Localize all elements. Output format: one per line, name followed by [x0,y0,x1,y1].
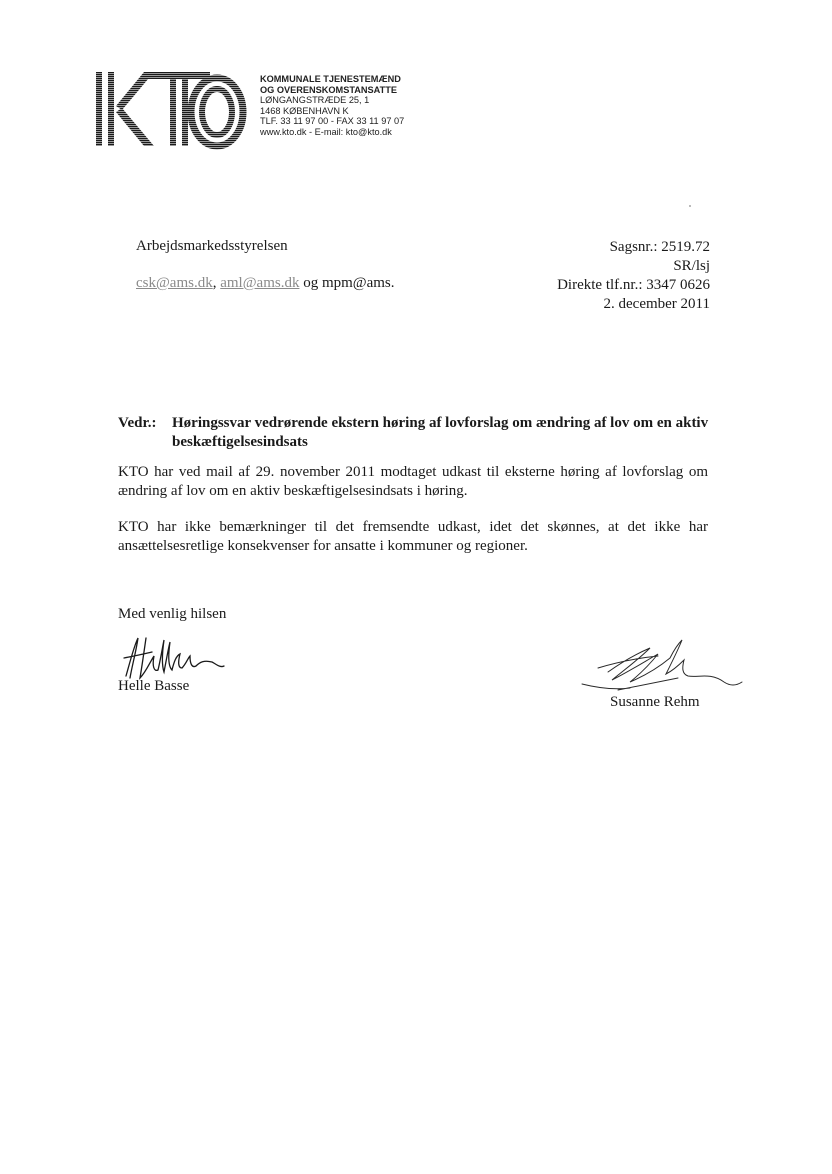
case-number: Sagsnr.: 2519.72 [609,239,710,255]
recipient-emails [136,275,395,292]
signer-name-right: Susanne Rehm [610,694,700,710]
email-link-aml[interactable]: aml@ams.dk [220,275,300,291]
email-tail: og mpm@ams. [299,275,395,291]
address-city: 1468 KØBENHAVN K [260,105,349,116]
phone-fax: TLF. 33 11 97 00 - FAX 33 11 97 07 [260,116,405,127]
web-email: www.kto.dk - E-mail: kto@kto.dk [260,126,392,137]
kto-logo-graphic [92,68,248,150]
closing-greeting: Med venlig hilsen [118,606,227,622]
recipient-name: Arbejdsmarkedsstyrelsen [136,238,288,254]
body-paragraph-2: KTO har ikke bemærkninger til det fremsendte udkast, idet det skønnes, at det ikke har ansættelsesretlige konsekvenser for ansatte i kommuner og regioner. [118,519,708,554]
email-separator: , [212,275,221,291]
organization-address-block [260,74,404,138]
body-paragraph-1: KTO har ved mail af 29. november 2011 modtaget udkast til eksterne høring af lovforslag om ændring af lov om en aktiv beskæftigelsesindsats i høring. [118,464,708,499]
org-name-line1: KOMMUNALE TJENESTEMÆND [260,74,401,84]
direct-phone: Direkte tlf.nr.: 3347 0626 [557,277,710,293]
address-street: LØNGANGSTRÆDE 25, 1 [260,95,370,106]
reference-block [557,238,710,314]
kto-logo [92,68,248,155]
subject-label: Vedr.: [118,415,157,431]
signer-name-left: Helle Basse [118,678,190,694]
letter-date: 2. december 2011 [603,296,710,312]
scan-speck [689,205,691,207]
initials: SR/lsj [673,258,710,274]
email-link-csk[interactable]: csk@ams.dk [136,275,213,291]
signature-susanne-rehm [578,632,748,701]
org-name-line2: OG OVERENSKOMSTANSATTE [260,84,397,95]
subject-text: Høringssvar vedrørende ekstern høring af lovforslag om ændring af lov om en aktiv beskæftigelsesindsats [172,415,709,450]
